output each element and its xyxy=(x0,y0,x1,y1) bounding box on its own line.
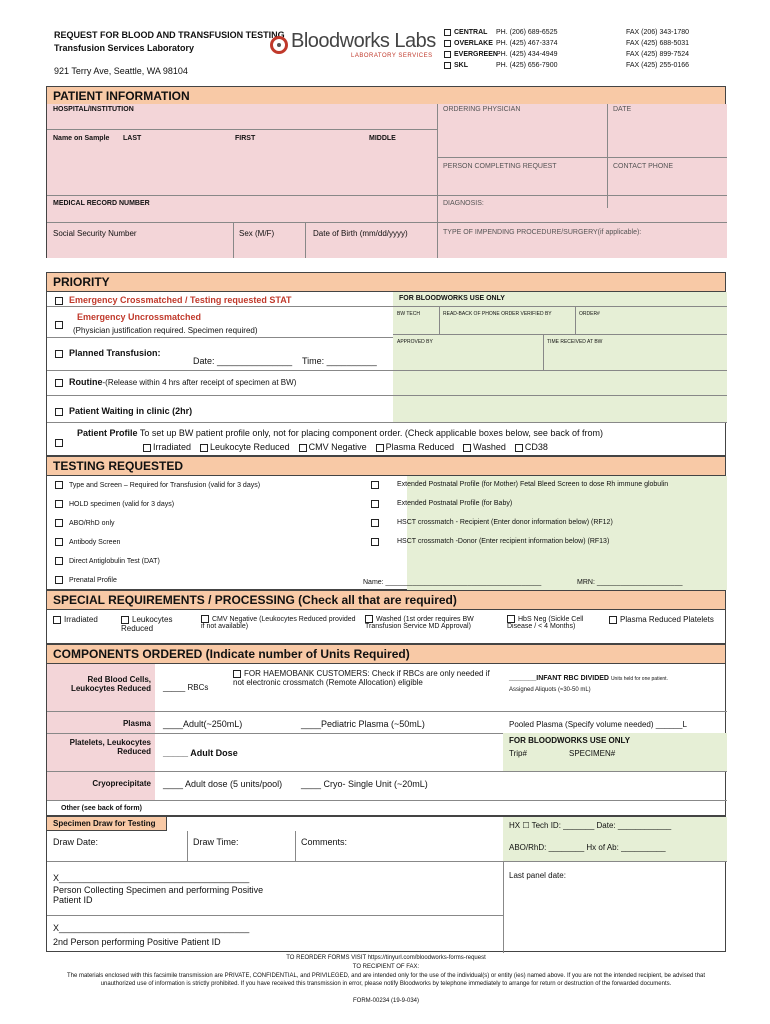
divider xyxy=(607,104,608,208)
fax-recipient-label: TO RECIPIENT OF FAX: xyxy=(352,964,420,970)
checkbox[interactable] xyxy=(444,51,451,58)
divider xyxy=(47,222,727,223)
location-row xyxy=(444,29,724,40)
special-option[interactable]: Washed (1st order requires BW Transfusion Service MD Approval) xyxy=(365,615,474,630)
checkbox[interactable] xyxy=(143,444,151,452)
profile-option[interactable]: Washed xyxy=(463,442,506,452)
location-row xyxy=(444,51,724,62)
contact-phone-label: CONTACT PHONE xyxy=(613,163,674,170)
uxm-label: Emergency Uncrossmatched xyxy=(77,312,202,322)
confidentiality-notice: The materials enclosed with this facsimile transmission are PRIVATE, CONFIDENTIAL, and PRIVILEGED, and are intended only for the use of the individual(s) or entity (ies) named above. If you are not the intended recipient, be advised that unauthorized use of information is strictly prohibited. If you have received this transmission in error, please notify Bloodworks by telephone immediately to arrange for return or destruction of the forwarded documents. xyxy=(66,973,706,987)
checkbox[interactable] xyxy=(365,615,373,623)
profile-option[interactable]: Plasma Reduced xyxy=(376,442,455,452)
checkbox[interactable] xyxy=(55,538,63,546)
ped-plasma-field[interactable]: ____Pediatric Plasma (~50mL) xyxy=(301,719,425,729)
adult-plasma-field[interactable]: ____Adult(~250mL) xyxy=(163,719,243,729)
location-fax: FAX (425) 255-0166 xyxy=(626,62,690,69)
specimen-field[interactable]: SPECIMEN# xyxy=(569,749,616,758)
collector-label: Person Collecting Specimen and performing Positive Patient ID xyxy=(53,885,264,905)
pooled-plasma-field[interactable]: Pooled Plasma (Specify volume needed) ______L xyxy=(509,720,687,729)
test-option-right[interactable] xyxy=(371,481,385,489)
draw-time-label[interactable]: Draw Time: xyxy=(193,837,239,847)
bw-use-label: FOR BLOODWORKS USE ONLY xyxy=(399,295,505,302)
section-title: TESTING REQUESTED xyxy=(47,457,725,476)
brand-logo xyxy=(270,30,436,59)
location-phone: PH. (425) 434-4949 xyxy=(496,51,558,58)
cryo-single-field[interactable]: ____ Cryo- Single Unit (~20mL) xyxy=(301,779,428,789)
option-label: Emergency Crossmatched / Testing requested STAT xyxy=(69,295,292,305)
option-label: Patient Profile xyxy=(77,428,138,438)
divider xyxy=(47,915,503,916)
checkbox[interactable] xyxy=(55,350,63,358)
section-title: Specimen Draw for Testing xyxy=(47,817,167,831)
components-section xyxy=(46,644,726,816)
brand-name: Bloodworks Labs xyxy=(291,30,436,52)
divider xyxy=(47,370,393,371)
option-label: Patient Waiting in clinic (2hr) xyxy=(69,406,193,416)
mrn-label: MEDICAL RECORD NUMBER xyxy=(53,200,150,207)
test-option[interactable]: HOLD specimen (valid for 3 days) xyxy=(55,500,174,508)
first-name-label: FIRST xyxy=(235,135,256,142)
checkbox[interactable] xyxy=(53,616,61,624)
ssn-label: Social Security Number xyxy=(53,229,137,238)
section-title: PATIENT INFORMATION xyxy=(47,87,725,106)
profile-option[interactable]: CD38 xyxy=(515,442,548,452)
test-option[interactable]: Type and Screen – Required for Transfusion (valid for 3 days) xyxy=(55,481,260,489)
uxm-note: (Physician justification required. Specimen required) xyxy=(73,326,258,335)
divider xyxy=(437,104,438,258)
divider xyxy=(393,334,727,335)
checkbox[interactable] xyxy=(55,481,63,489)
location-row xyxy=(444,40,724,51)
checkbox[interactable] xyxy=(376,444,384,452)
form-number: FORM-00234 (19-9-034) xyxy=(352,998,420,1004)
checkbox[interactable] xyxy=(444,29,451,36)
readback-label: READ-BACK OF PHONE ORDER VERIFIED BY xyxy=(443,311,552,317)
collector-signature-line[interactable]: X______________________________________ xyxy=(53,873,250,883)
adult-dose-field[interactable]: _____ Adult Dose xyxy=(163,748,238,758)
rbc-units-field[interactable]: _____ RBCs xyxy=(163,683,209,692)
profile-note: To set up BW patient profile only, not for placing component order. (Check applicable boxes below, see back of from) xyxy=(139,428,603,438)
diagnosis-label: DIAGNOSIS: xyxy=(443,200,484,207)
middle-name-label: MIDDLE xyxy=(369,135,396,142)
haemobank-option[interactable]: FOR HAEMOBANK CUSTOMERS: Check if RBCs are only needed if not electronic crossmatch (Remote Allocation) eligible xyxy=(233,669,490,687)
checkbox[interactable] xyxy=(444,40,451,47)
priority-emergency-xm[interactable] xyxy=(55,295,391,305)
divider xyxy=(305,222,306,258)
priority-section xyxy=(46,272,726,456)
profile-option[interactable]: Irradiated xyxy=(143,442,191,452)
planned-date-field[interactable]: Date: _______________ xyxy=(193,356,293,366)
last-panel-field[interactable]: Last panel date: xyxy=(509,871,566,880)
test-option[interactable]: Antibody Screen xyxy=(55,538,120,546)
checkbox[interactable] xyxy=(201,615,209,623)
location-name: CENTRAL xyxy=(454,29,488,36)
checkbox[interactable] xyxy=(515,444,523,452)
name-on-sample-label: Name on Sample xyxy=(53,135,110,142)
checkbox[interactable] xyxy=(233,670,241,678)
checkbox[interactable] xyxy=(55,297,63,305)
option-label: Routine xyxy=(69,377,103,387)
checkbox[interactable] xyxy=(371,481,379,489)
checkbox[interactable] xyxy=(55,439,63,447)
testing-right-box xyxy=(407,476,727,590)
option-label: HSCT crossmatch - Recipient (Enter donor information below) (RF12) xyxy=(397,519,613,526)
test-option-right[interactable] xyxy=(371,538,385,546)
profile-options xyxy=(143,442,548,452)
form-title: REQUEST FOR BLOOD AND TRANSFUSION TESTING xyxy=(54,30,285,40)
location-phone: PH. (425) 467-3374 xyxy=(496,40,558,47)
aliquots-note: Assigned Aliquots (≈30-50 mL) xyxy=(509,687,591,693)
checkbox[interactable] xyxy=(609,616,617,624)
patient-info-section xyxy=(46,86,726,258)
checkbox[interactable] xyxy=(371,500,379,508)
bw-use-label: FOR BLOODWORKS USE ONLY xyxy=(509,736,631,745)
divider xyxy=(187,831,188,861)
checkbox[interactable] xyxy=(55,408,63,416)
checkbox[interactable] xyxy=(55,379,63,387)
divider xyxy=(437,157,727,158)
checkbox[interactable] xyxy=(444,62,451,69)
checkbox[interactable] xyxy=(200,444,208,452)
hsct-name-field[interactable]: Name: ________________________________________ xyxy=(363,579,542,586)
location-list xyxy=(444,29,724,73)
divider xyxy=(233,222,234,258)
brand-tagline: LABORATORY SERVICES xyxy=(351,53,433,59)
tech-id-field[interactable]: HX ☐ Tech ID: _______ Date: ____________ xyxy=(509,821,672,830)
test-option-right[interactable] xyxy=(371,500,385,508)
lab-name: Transfusion Services Laboratory xyxy=(54,43,195,53)
plasma-label: Plasma xyxy=(122,719,151,728)
draw-date-label[interactable]: Draw Date: xyxy=(53,837,99,847)
checkbox[interactable] xyxy=(299,444,307,452)
test-option[interactable]: Prenatal Profile xyxy=(55,576,117,584)
ordering-physician-label: ORDERING PHYSICIAN xyxy=(443,106,521,113)
divider xyxy=(47,861,727,862)
location-name: EVERGREEN xyxy=(454,51,498,58)
checkbox[interactable] xyxy=(55,519,63,527)
profile-text xyxy=(77,428,727,438)
divider xyxy=(575,306,576,334)
checkbox[interactable] xyxy=(463,444,471,452)
location-phone: PH. (425) 656-7900 xyxy=(496,62,558,69)
priority-routine[interactable] xyxy=(55,377,296,387)
divider xyxy=(439,306,440,334)
testing-left-col xyxy=(47,476,407,590)
divider xyxy=(47,395,393,396)
infant-rbc-field[interactable]: _______INFANT RBC DIVIDED Units held for one patient. xyxy=(509,675,668,682)
location-fax: FAX (425) 899-7524 xyxy=(626,51,690,58)
date-label: DATE xyxy=(613,106,632,113)
location-fax: FAX (206) 343-1780 xyxy=(626,29,690,36)
location-fax: FAX (425) 688-5031 xyxy=(626,40,690,47)
divider xyxy=(295,831,296,861)
divider xyxy=(543,334,544,370)
testing-section xyxy=(46,456,726,590)
special-section xyxy=(46,590,726,644)
order-number-label: ORDER# xyxy=(579,311,600,317)
platelets-label: Platelets, Leukocytes Reduced xyxy=(69,738,151,756)
hospital-label: HOSPITAL/INSTITUTION xyxy=(53,106,134,113)
divider xyxy=(47,337,393,338)
special-option[interactable]: CMV Negative (Leukocytes Reduced provided if not available) xyxy=(201,615,356,630)
second-person-label: 2nd Person performing Positive Patient ID xyxy=(53,937,221,947)
procedure-label: TYPE OF IMPENDING PROCEDURE/SURGERY(if applicable): xyxy=(443,229,642,236)
last-name-label: LAST xyxy=(123,135,142,142)
approved-by-label: APPROVED BY xyxy=(397,339,433,345)
trip-field[interactable]: Trip# xyxy=(509,749,527,758)
reorder-note: TO REORDER FORMS VISIT https://tinyurl.com/bloodworks-forms-request xyxy=(286,955,486,961)
checkbox[interactable] xyxy=(507,615,515,623)
option-label: Extended Postnatal Profile (for Mother) Fetal Bleed Screen to dose Rh immune globulin xyxy=(397,481,669,488)
divider xyxy=(47,800,727,801)
checkbox[interactable] xyxy=(371,519,379,527)
divider xyxy=(47,711,727,712)
test-option-right[interactable] xyxy=(371,519,385,527)
special-option[interactable]: Irradiated xyxy=(53,615,113,624)
location-row xyxy=(444,62,724,73)
lab-address: 921 Terry Ave, Seattle, WA 98104 xyxy=(54,66,188,76)
checkbox[interactable] xyxy=(55,321,63,329)
divider xyxy=(47,129,437,130)
divider xyxy=(393,370,727,371)
divider xyxy=(47,771,727,772)
profile-option[interactable]: Leukocyte Reduced xyxy=(200,442,290,452)
section-title: COMPONENTS ORDERED (Indicate number of Units Required) xyxy=(47,645,725,664)
logo-mark-icon xyxy=(270,36,288,54)
option-label: Extended Postnatal Profile (for Baby) xyxy=(397,500,513,507)
planned-time-field[interactable]: Time: __________ xyxy=(302,356,377,366)
person-completing-label: PERSON COMPLETING REQUEST xyxy=(443,163,557,170)
checkbox[interactable] xyxy=(55,576,63,584)
section-title: PRIORITY xyxy=(47,273,725,292)
checkbox[interactable] xyxy=(55,557,63,565)
location-name: OVERLAKE xyxy=(454,40,493,47)
location-phone: PH. (206) 689-6525 xyxy=(496,29,558,36)
priority-emergency-uxm[interactable] xyxy=(55,319,69,329)
profile-option[interactable]: CMV Negative xyxy=(299,442,367,452)
cryo-label: Cryoprecipitate xyxy=(92,779,151,788)
divider xyxy=(47,195,727,196)
routine-note: -(Release within 4 hrs after receipt of specimen at BW) xyxy=(102,378,297,387)
hsct-mrn-field[interactable]: MRN: ______________________ xyxy=(577,579,683,586)
option-label: HSCT crossmatch -Donor (Enter recipient information below) (RF13) xyxy=(397,538,610,545)
abo-field[interactable]: ABO/RhD: ________ Hx of Ab: __________ xyxy=(509,843,666,852)
rbc-label: Red Blood Cells, Leukocytes Reduced xyxy=(70,675,151,693)
sex-label: Sex (M/F) xyxy=(239,229,275,238)
checkbox[interactable] xyxy=(55,500,63,508)
priority-profile[interactable] xyxy=(55,437,69,447)
second-signature-line[interactable]: X______________________________________ xyxy=(53,923,250,933)
special-option[interactable]: HbS Neg (Sickle Cell Disease / < 4 Months) xyxy=(507,615,584,630)
divider xyxy=(393,395,727,396)
bw-tech-label: BW TECH xyxy=(397,311,420,317)
checkbox[interactable] xyxy=(371,538,379,546)
option-label: Planned Transfusion: xyxy=(69,348,161,358)
cryo-adult-field[interactable]: ____ Adult dose (5 units/pool) xyxy=(163,779,283,789)
divider xyxy=(503,861,504,953)
special-option[interactable]: Leukocytes Reduced xyxy=(121,615,173,633)
time-received-label: TIME RECEIVED AT BW xyxy=(547,339,603,345)
section-title: SPECIAL REQUIREMENTS / PROCESSING (Check all that are required) xyxy=(47,591,725,610)
divider xyxy=(47,306,393,307)
test-option[interactable]: ABO/RhD only xyxy=(55,519,115,527)
divider xyxy=(393,306,727,307)
specimen-section xyxy=(46,816,726,952)
location-name: SKL xyxy=(454,62,468,69)
divider xyxy=(47,422,727,423)
priority-planned[interactable] xyxy=(55,348,161,358)
priority-waiting[interactable] xyxy=(55,406,192,416)
special-option[interactable]: Plasma Reduced Platelets xyxy=(609,615,721,624)
test-option[interactable]: Direct Antiglobulin Test (DAT) xyxy=(55,557,160,565)
checkbox[interactable] xyxy=(121,616,129,624)
dob-label: Date of Birth (mm/dd/yyyy) xyxy=(313,229,408,238)
other-label: Other (see back of form) xyxy=(61,805,142,812)
comments-label[interactable]: Comments: xyxy=(301,837,348,847)
